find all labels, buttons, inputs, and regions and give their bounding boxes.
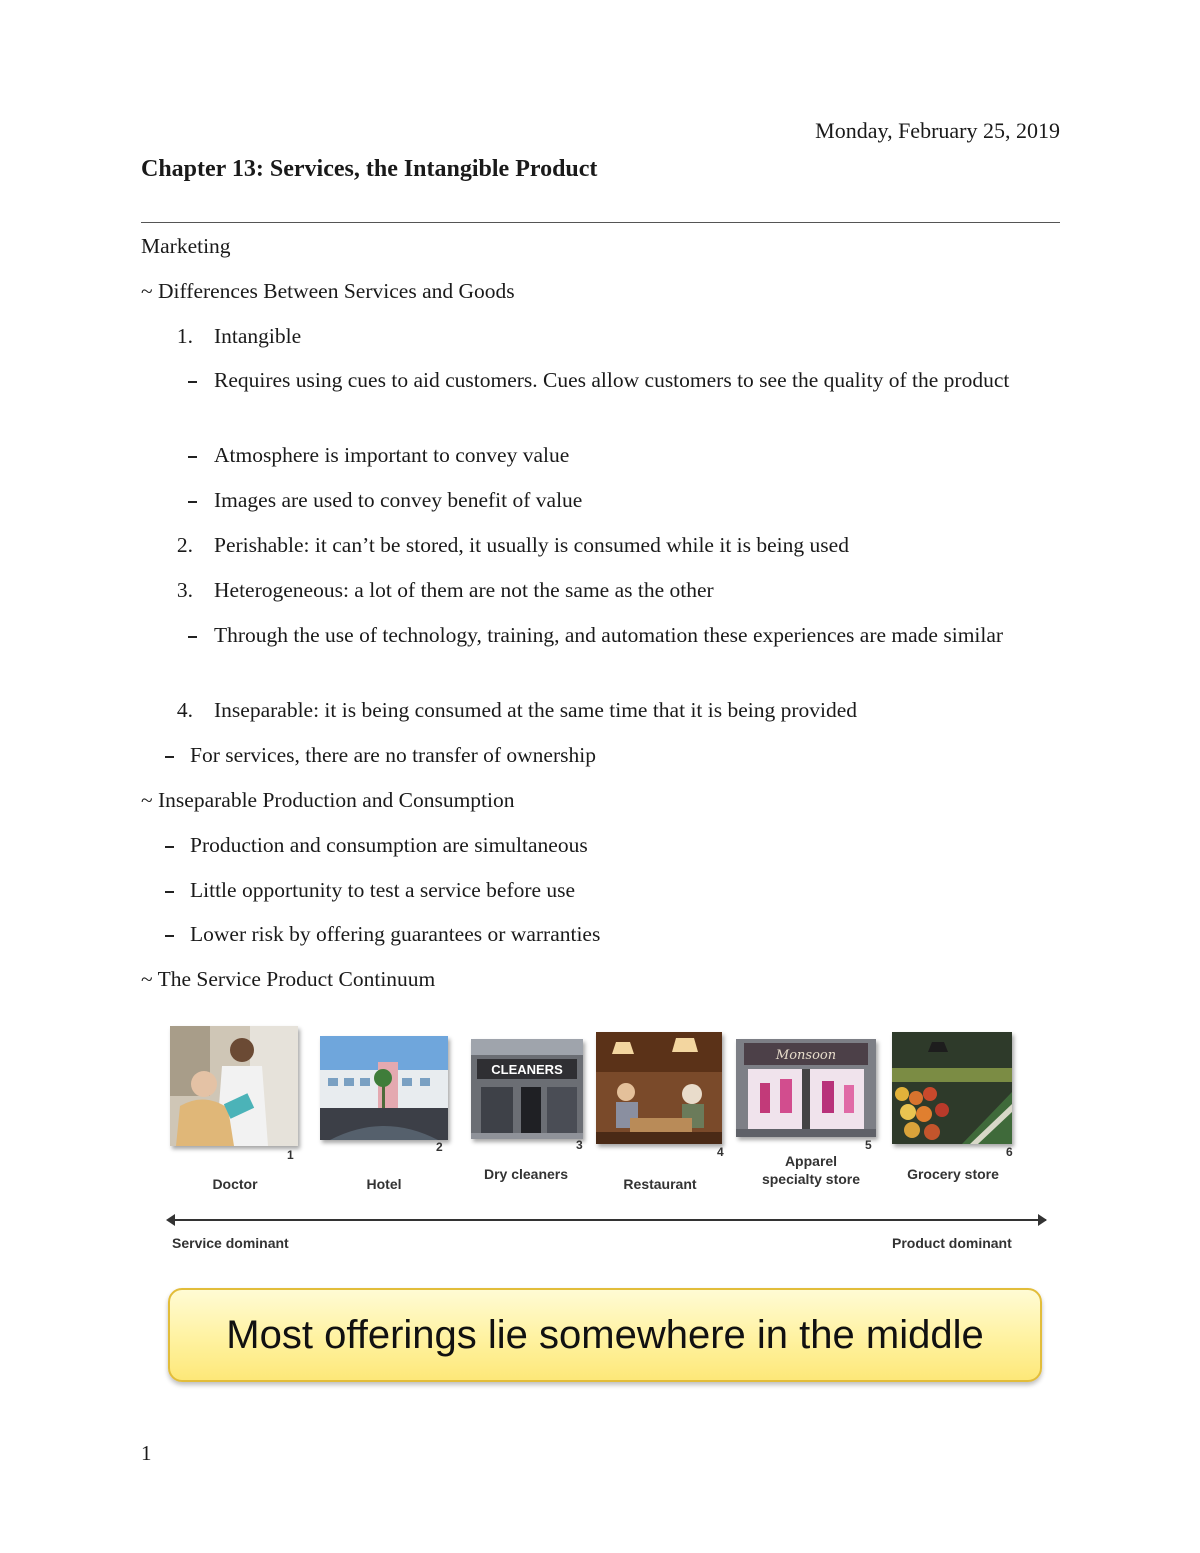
dry-cleaners-photo [471,1039,583,1139]
bullet-technology: Through the use of technology, training, and automation these experiences are made similar [214,623,1004,647]
callout-text: Most offerings lie somewhere in the middle [226,1312,984,1357]
bullet-dash [188,381,197,383]
bullet-dash [165,846,174,848]
continuum-figure [160,1018,1050,1398]
list-item-inseparable: Inseparable: it is being consumed at the same time that it is being provided [214,698,858,722]
store-sign-text: Monsoon [775,1048,837,1063]
arrow-right-icon [1038,1214,1047,1226]
bullet-dash [188,636,197,638]
title-divider [141,222,1060,223]
list-item-number: 2. [176,533,193,557]
bullet-dash [165,935,174,937]
item-number: 5 [865,1138,872,1152]
bullet-test: Little opportunity to test a service before use [190,878,576,902]
list-item-number: 4. [176,698,193,722]
continuum-axis [170,1219,1046,1221]
page-date: Monday, February 25, 2019 [815,118,1060,143]
item-number: 1 [287,1148,294,1162]
continuum-label-grocery: Grocery store [907,1166,999,1182]
bullet-dash [165,891,174,893]
doctor-photo [170,1026,298,1146]
continuum-label-restaurant: Restaurant [623,1176,697,1192]
list-item-heterogeneous: Heterogeneous: a lot of them are not the same as the other [214,578,714,602]
bullet-images: Images are used to convey benefit of value [214,488,583,512]
continuum-label-dry-cleaners: Dry cleaners [483,1166,569,1182]
cleaners-sign-text: CLEANERS [491,1062,563,1077]
section-heading-continuum: ~ The Service Product Continuum [141,967,436,991]
page-number: 1 [141,1441,152,1465]
bullet-risk: Lower risk by offering guarantees or warranties [190,922,601,946]
list-item-intangible: Intangible [214,324,302,348]
continuum-label-hotel: Hotel [366,1176,402,1192]
section-heading-inseparable: ~ Inseparable Production and Consumption [141,788,515,812]
grocery-store-photo [892,1032,1012,1144]
list-item-perishable: Perishable: it can’t be stored, it usually is consumed while it is being used [214,533,849,557]
service-dominant-label: Service dominant [172,1235,289,1251]
continuum-label-apparel: Apparel specialty store [761,1153,861,1187]
page-title: Chapter 13: Services, the Intangible Product [141,156,598,182]
item-number: 2 [436,1140,443,1154]
callout-box [168,1288,1042,1382]
item-number: 4 [717,1145,724,1159]
bullet-dash [188,501,197,503]
item-number: 6 [1006,1145,1013,1159]
continuum-label-doctor: Doctor [212,1176,258,1192]
section-heading-differences: ~ Differences Between Services and Goods [141,279,515,303]
bullet-cues: Requires using cues to aid customers. Cues allow customers to see the quality of the product [214,368,1010,392]
list-item-number: 1. [176,324,193,348]
bullet-ownership: For services, there are no transfer of ownership [190,743,596,767]
apparel-store-photo [736,1039,876,1137]
product-dominant-label: Product dominant [892,1235,1012,1251]
bullet-dash [165,756,174,758]
list-item-number: 3. [176,578,193,602]
hotel-photo [320,1036,448,1140]
restaurant-photo [596,1032,722,1144]
bullet-atmosphere: Atmosphere is important to convey value [214,443,570,467]
subject-line: Marketing [141,234,231,258]
arrow-left-icon [166,1214,175,1226]
bullet-simultaneous: Production and consumption are simultaneous [190,833,588,857]
item-number: 3 [576,1138,583,1152]
bullet-dash [188,456,197,458]
